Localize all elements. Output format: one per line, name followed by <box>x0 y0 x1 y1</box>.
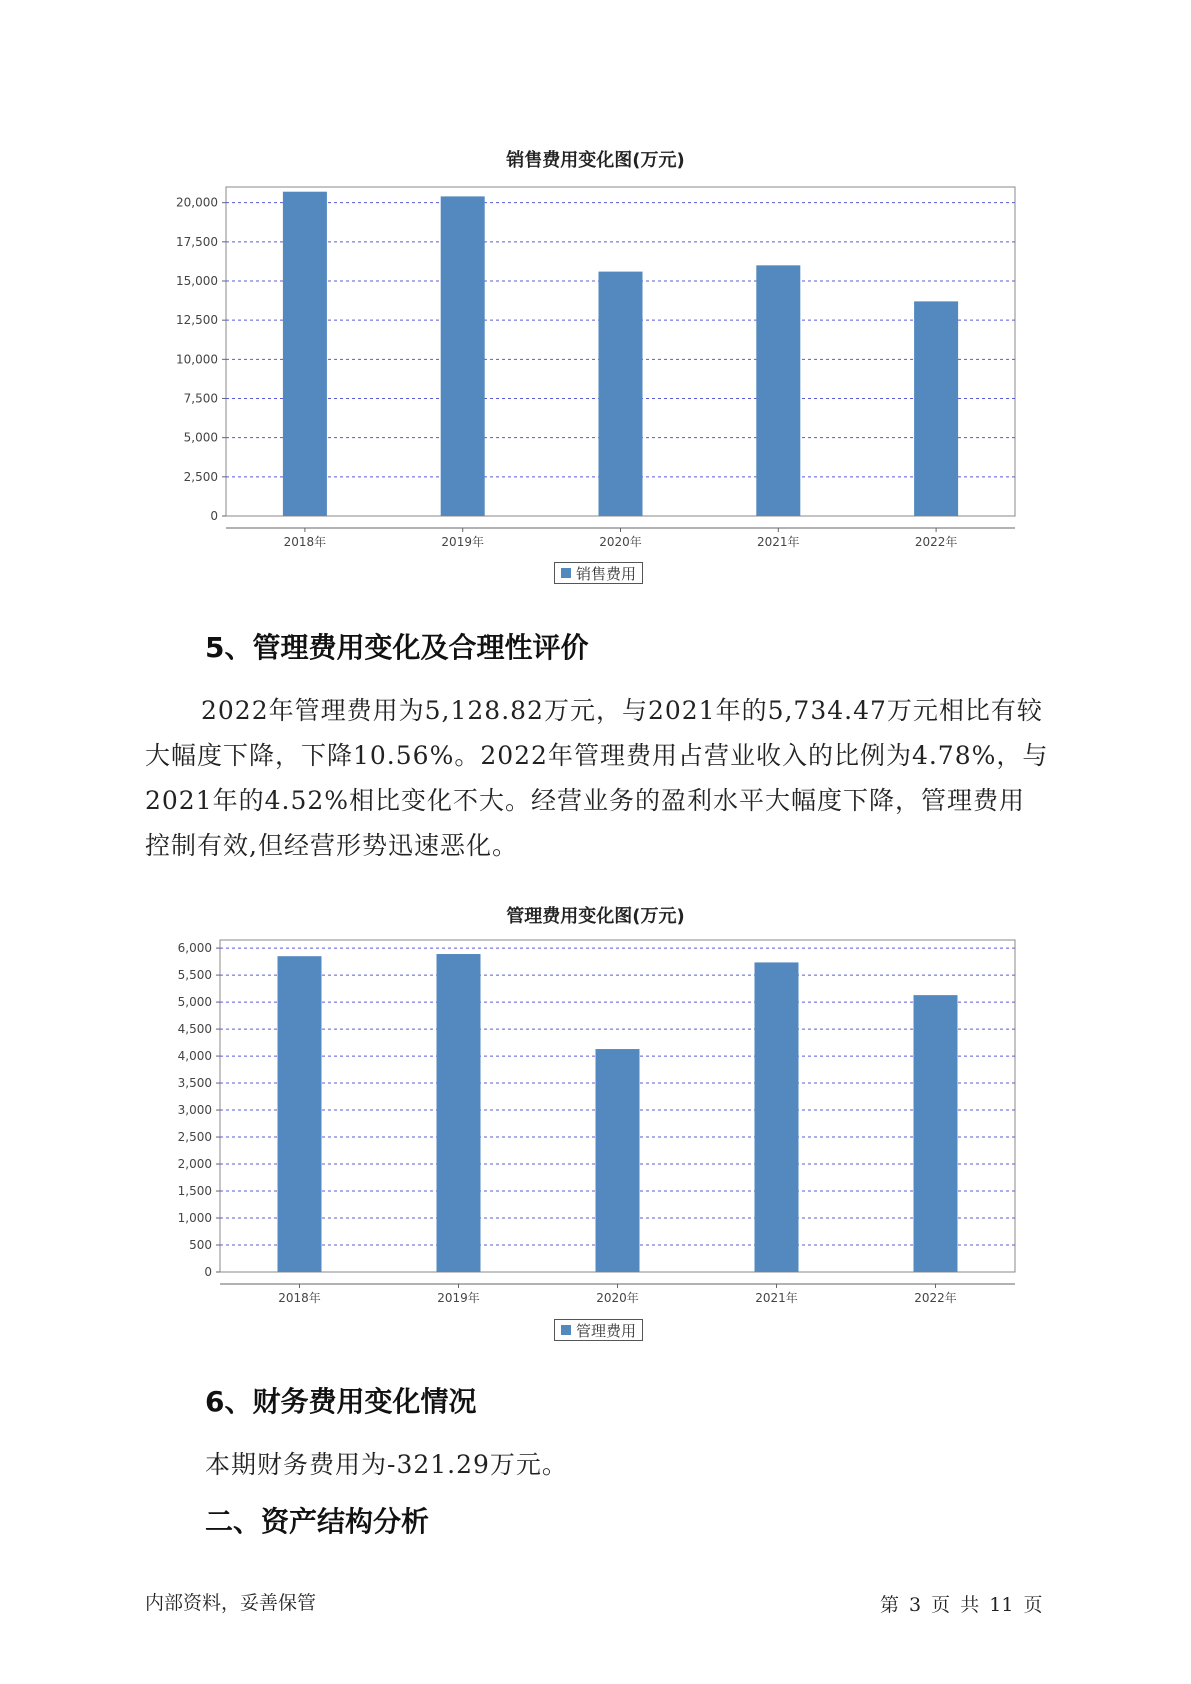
y-tick-label: 15,000 <box>176 274 218 288</box>
bar <box>599 272 643 516</box>
chart-2-legend <box>554 1319 643 1341</box>
bar <box>755 962 799 1272</box>
y-tick-label: 2,500 <box>183 469 218 484</box>
bar <box>278 956 322 1272</box>
y-tick-label: 3,500 <box>177 1076 212 1091</box>
x-tick-label: 2022年 <box>914 535 958 549</box>
y-tick-label: 2,000 <box>177 1157 212 1172</box>
legend-swatch-icon <box>561 568 571 578</box>
y-tick-label: 6,000 <box>177 941 212 956</box>
y-tick-label: 7,500 <box>183 391 218 406</box>
y-tick-label: 4,000 <box>177 1049 212 1064</box>
footer-page-number: 第 3 页 共 11 页 <box>880 1594 1043 1616</box>
section-5-paragraph <box>145 688 1050 868</box>
y-tick-label: 3,000 <box>177 1103 212 1118</box>
paragraph-line: 2021年的4.52%相比变化不大。经营业务的盈利水平大幅度下降，管理费用 <box>145 786 1026 815</box>
x-tick-label: 2019年 <box>441 535 484 549</box>
bar <box>914 995 958 1272</box>
bar <box>283 192 327 516</box>
x-tick-label: 2020年 <box>599 535 642 549</box>
paragraph-line: 本期财务费用为-321.29万元。 <box>205 1450 568 1479</box>
paragraph-line: 大幅度下降，下降10.56%。2022年管理费用占营业收入的比例为4.78%，与 <box>145 741 1049 770</box>
paragraph-line: 控制有效,但经营形势迅速恶化。 <box>145 831 518 860</box>
section-6-heading: 6、财务费用变化情况 <box>205 1385 477 1418</box>
bar <box>441 196 485 516</box>
x-tick-label: 2021年 <box>757 535 800 549</box>
x-tick-label: 2022年 <box>914 1291 957 1305</box>
y-tick-label: 5,000 <box>177 995 212 1010</box>
chart-1-legend-label: 销售费用 <box>576 564 637 583</box>
footer-confidential: 内部资料，妥善保管 <box>145 1592 317 1614</box>
x-tick-label: 2018年 <box>283 535 327 549</box>
x-tick-label: 2020年 <box>596 1291 639 1305</box>
x-tick-label: 2021年 <box>755 1291 798 1305</box>
y-tick-label: 1,500 <box>177 1184 212 1199</box>
legend-swatch-icon <box>561 1325 571 1335</box>
section-6-text <box>205 1442 1110 1487</box>
chart-2-title: 管理费用变化图(万元) <box>506 906 685 927</box>
y-tick-label: 12,500 <box>176 313 218 328</box>
y-tick-label: 17,500 <box>176 234 218 249</box>
y-tick-label: 0 <box>204 1265 212 1279</box>
y-tick-label: 5,000 <box>183 430 218 445</box>
bar <box>596 1049 640 1272</box>
x-tick-label: 2019年 <box>437 1291 480 1305</box>
paragraph-line: 2022年管理费用为5,128.82万元，与2021年的5,734.47万元相比有较 <box>201 696 1043 725</box>
bar <box>914 301 958 516</box>
chart-1-svg <box>0 180 1191 549</box>
chart-1-legend <box>554 562 643 584</box>
y-tick-label: 10,000 <box>176 352 218 367</box>
section-5-heading: 5、管理费用变化及合理性评价 <box>205 631 589 664</box>
bar <box>437 954 481 1272</box>
y-tick-label: 20,000 <box>176 195 218 210</box>
y-tick-label: 2,500 <box>177 1130 212 1145</box>
y-tick-label: 1,000 <box>177 1211 212 1226</box>
y-tick-label: 0 <box>210 509 218 523</box>
y-tick-label: 5,500 <box>177 968 212 983</box>
chart-2-legend-label: 管理费用 <box>576 1321 637 1340</box>
chart-2-svg <box>0 935 1191 1305</box>
y-tick-label: 500 <box>189 1238 212 1253</box>
bar <box>756 265 800 516</box>
chart-1-title: 销售费用变化图(万元) <box>506 150 685 171</box>
y-tick-label: 4,500 <box>177 1022 212 1037</box>
x-tick-label: 2018年 <box>278 1291 321 1305</box>
section-two-heading: 二、资产结构分析 <box>205 1505 430 1538</box>
